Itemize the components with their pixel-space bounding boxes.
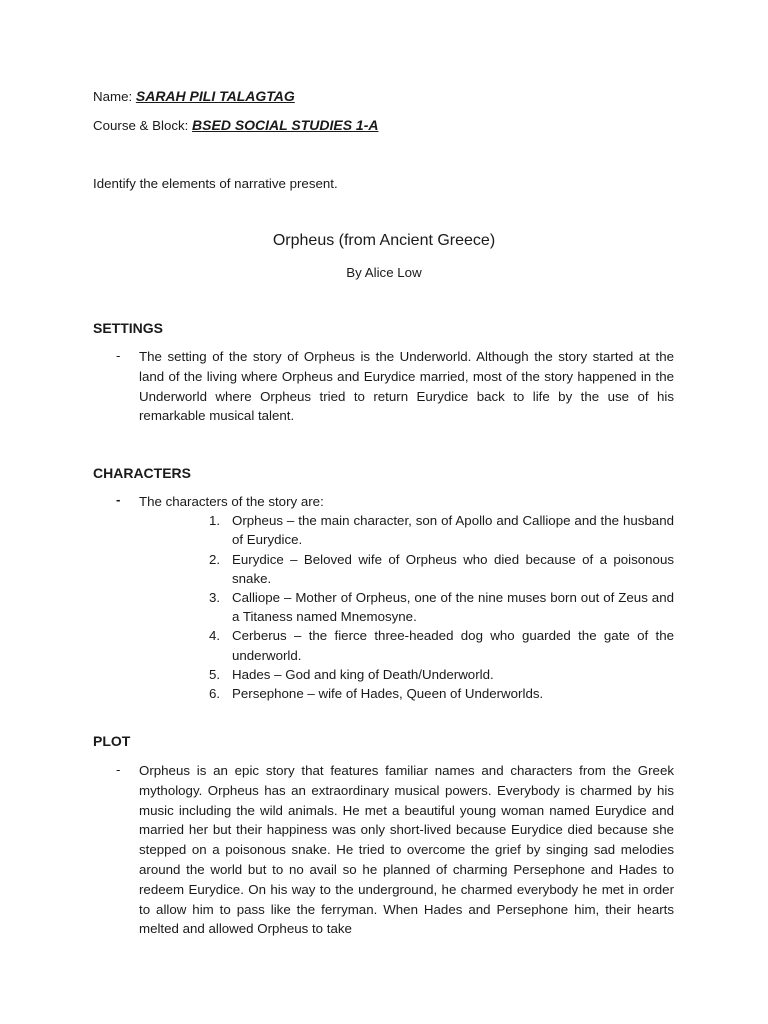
story-author: By Alice Low xyxy=(346,265,422,280)
list-number: 1. xyxy=(209,513,221,529)
list-item xyxy=(139,550,674,588)
instruction: Identify the elements of narrative present. xyxy=(93,176,338,191)
settings-text: The setting of the story of Orpheus is the Underworld. Although the story started at the land of the living where Orpheus and Eurydice married, most of the story happened in the Underworld where Orpheus tried to return Eurydice back to life by the use of his remarkable musical talent. xyxy=(139,349,674,424)
course-value: BSED SOCIAL STUDIES 1-A xyxy=(192,117,379,133)
characters-ordered-list xyxy=(139,511,674,703)
list-item xyxy=(139,684,674,703)
plot-heading: PLOT xyxy=(93,733,131,749)
name-value: SARAH PILI TALAGTAG xyxy=(135,88,295,104)
plot-text: Orpheus is an epic story that features familiar names and characters from the Greek mythology. Orpheus has an extraordinary musical powers. Everybody is charmed by his music including the wild animals. He met a beautiful young woman named Eurydice and married her but their happiness was only short-lived because Eurydice died because she stepped on a poisonous snake. He tried to overcome the grief by singing sad melodies around the world but to no avail so he planned of charming Persephone and Hades to redeem Eurydice. On his way to the underground, he charmed everybody he met in order to allow him to pass like the ferryman. When Hades and Persephone him, their hearts melted and allowed Orpheus to take xyxy=(139,763,674,937)
list-number: 2. xyxy=(209,551,221,567)
name-line xyxy=(93,88,295,104)
list-item-text: Persephone – wife of Hades, Queen of Underworlds. xyxy=(232,686,544,702)
plot-bullet: - xyxy=(116,762,121,777)
list-item xyxy=(139,626,674,664)
list-item xyxy=(139,511,674,549)
list-item xyxy=(139,665,674,684)
list-item-text: Cerberus – the fierce three-headed dog who guarded the gate of the underworld. xyxy=(232,628,674,663)
settings-heading: SETTINGS xyxy=(93,320,164,336)
course-line xyxy=(93,117,378,133)
list-item-text: Hades – God and king of Death/Underworld. xyxy=(232,666,494,682)
list-number: 4. xyxy=(209,628,221,644)
course-label: Course & Block: xyxy=(93,118,189,133)
characters-bullet: - xyxy=(116,492,121,507)
list-number: 3. xyxy=(209,590,221,605)
list-item-text: Eurydice – Beloved wife of Orpheus who died because of a poisonous snake. xyxy=(232,551,674,586)
name-label: Name: xyxy=(93,89,133,104)
settings-bullet: - xyxy=(116,348,121,363)
list-item-text: Orpheus – the main character, son of Apollo and Calliope and the husband of Eurydice. xyxy=(232,513,674,548)
story-title: Orpheus (from Ancient Greece) xyxy=(272,232,496,249)
list-item xyxy=(139,588,674,626)
characters-heading: CHARACTERS xyxy=(93,465,191,481)
list-item-text: Calliope – Mother of Orpheus, one of the nine muses born out of Zeus and a Titaness named Mnemosyne. xyxy=(232,590,674,625)
characters-list xyxy=(139,492,674,703)
characters-intro: The characters of the story are: xyxy=(139,494,324,509)
list-number: 6. xyxy=(209,686,221,702)
list-number: 5. xyxy=(209,666,221,682)
